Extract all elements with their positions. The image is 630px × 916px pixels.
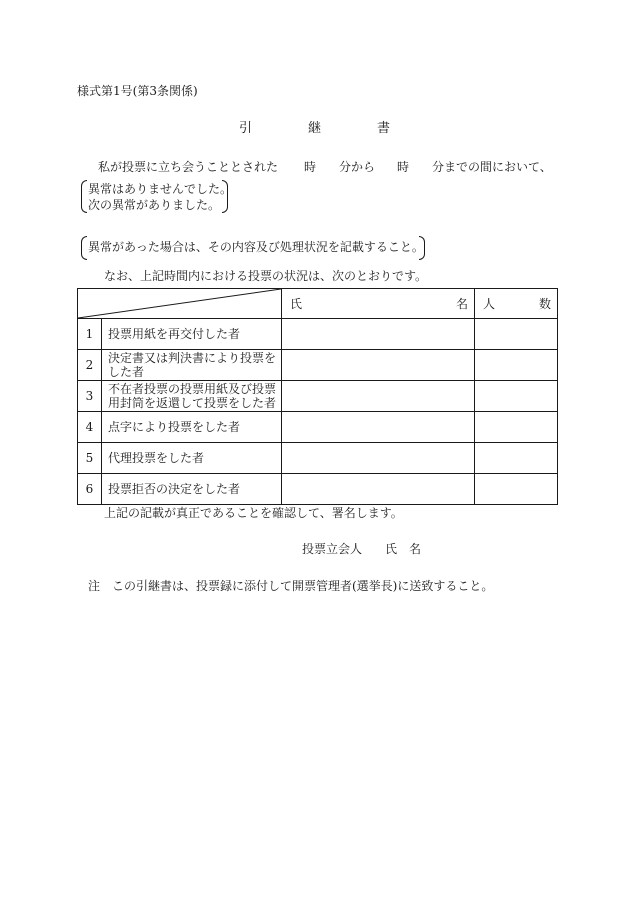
name-entry-cell[interactable] <box>282 474 475 505</box>
table-header-row <box>78 289 558 319</box>
intro-hour-2: 時 <box>397 160 410 174</box>
row-label: 決定書又は判決書により投票をした者 <box>102 350 282 381</box>
intro-minute-from: 分から <box>339 160 376 174</box>
header-name-char-1: 氏 <box>290 296 303 311</box>
header-count-char-2: 数 <box>538 296 551 311</box>
row-number: 3 <box>78 381 102 412</box>
diagonal-line <box>78 289 281 318</box>
choice-no-abnormality: 異常はありませんでした。 <box>88 182 233 196</box>
title-char-2: 継 <box>308 121 322 136</box>
count-entry-cell[interactable] <box>475 381 558 412</box>
intro-hour-1: 時 <box>304 160 317 174</box>
document-title <box>0 121 630 139</box>
abnormality-note: 異常があった場合は、その内容及び処理状況を記載すること。 <box>88 240 424 254</box>
row-number: 5 <box>78 443 102 474</box>
row-label: 不在者投票の投票用紙及び投票用封筒を返還して投票をした者 <box>102 381 282 412</box>
voting-status-table <box>77 288 558 505</box>
note-bracket-left <box>81 236 87 260</box>
name-entry-cell[interactable] <box>282 381 475 412</box>
table-row <box>78 443 558 474</box>
table-row <box>78 412 558 443</box>
table-row <box>78 319 558 350</box>
count-entry-cell[interactable] <box>475 474 558 505</box>
header-count-char-1: 人 <box>483 296 496 311</box>
row-label: 点字により投票をした者 <box>102 412 282 443</box>
header-name-cell <box>282 289 475 319</box>
form-number-label: 様式第1号(第3条関係) <box>77 84 198 98</box>
diagonal-header-cell <box>78 289 282 319</box>
row-number: 6 <box>78 474 102 505</box>
table-row <box>78 381 558 412</box>
header-name-char-2: 名 <box>455 296 468 311</box>
table-row <box>78 474 558 505</box>
name-entry-cell[interactable] <box>282 350 475 381</box>
name-entry-cell[interactable] <box>282 412 475 443</box>
signer-name-label: 氏 名 <box>385 542 422 556</box>
signer-role: 投票立会人 <box>302 542 363 556</box>
footnote: 注 この引継書は、投票録に添付して開票管理者(選挙長)に送致すること。 <box>88 579 494 593</box>
count-entry-cell[interactable] <box>475 350 558 381</box>
row-number: 2 <box>78 350 102 381</box>
row-number: 4 <box>78 412 102 443</box>
intro-text: 私が投票に立ち会うこととされた <box>98 160 279 174</box>
intro-minute-until: 分までの間において、 <box>432 160 552 174</box>
name-entry-cell[interactable] <box>282 443 475 474</box>
table-row <box>78 350 558 381</box>
row-label: 投票用紙を再交付した者 <box>102 319 282 350</box>
count-entry-cell[interactable] <box>475 319 558 350</box>
row-number: 1 <box>78 319 102 350</box>
intro-sentence <box>0 159 630 177</box>
title-char-1: 引 <box>239 121 253 136</box>
name-entry-cell[interactable] <box>282 319 475 350</box>
row-label: 投票拒否の決定をした者 <box>102 474 282 505</box>
count-entry-cell[interactable] <box>475 443 558 474</box>
confirmation-text: 上記の記載が真正であることを確認して、署名します。 <box>104 506 403 520</box>
choice-abnormality-found: 次の異常がありました。 <box>88 198 221 212</box>
count-entry-cell[interactable] <box>475 412 558 443</box>
choice-bracket-left <box>81 180 87 213</box>
row-label: 代理投票をした者 <box>102 443 282 474</box>
status-lead-text: なお、上記時間内における投票の状況は、次のとおりです。 <box>104 269 428 283</box>
header-count-cell <box>475 289 558 319</box>
title-char-3: 書 <box>377 121 391 136</box>
